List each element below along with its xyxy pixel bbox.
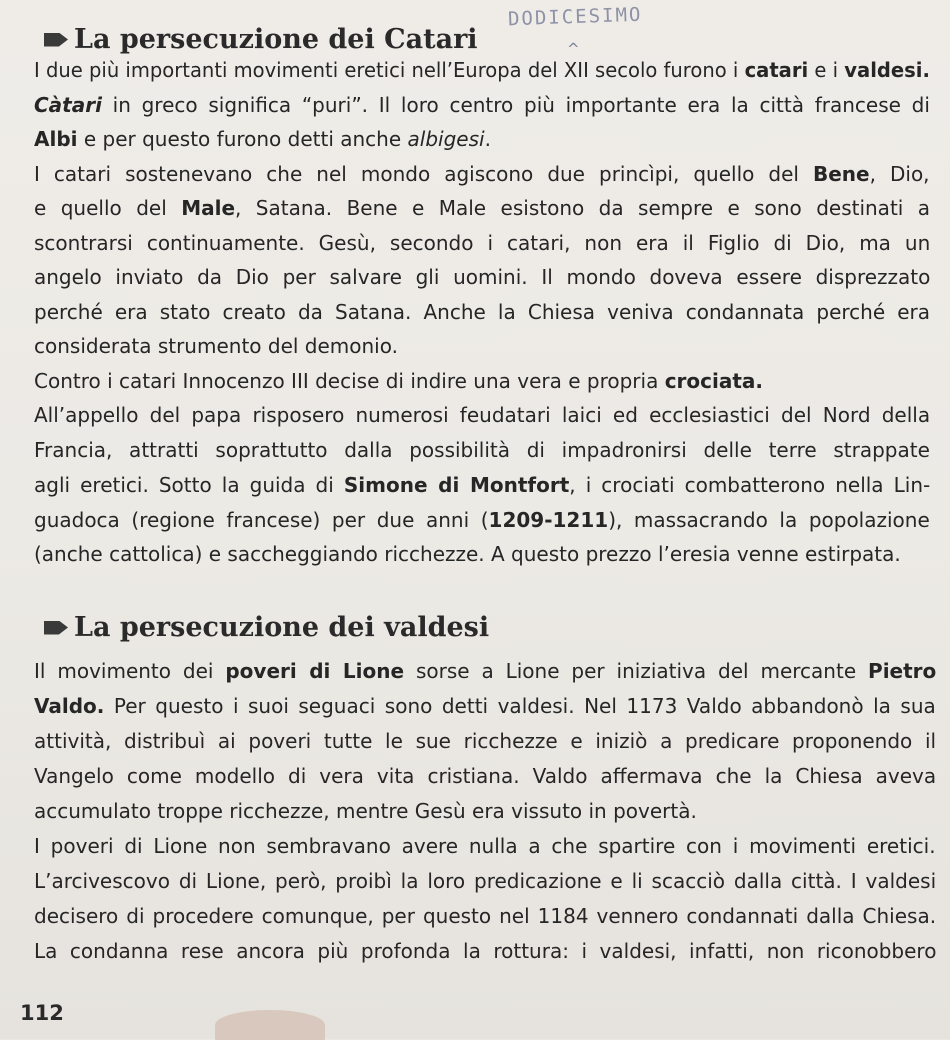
- text-run: , Satana. Bene e Male esistono da sempre e sono destinati a: [235, 196, 931, 220]
- text-line: [34, 440, 930, 460]
- text-line: [34, 941, 936, 961]
- text-run: angelo inviato da Dio per salvare gli uomini. Il mondo doveva essere disprezzato: [34, 265, 931, 289]
- text-line: [34, 267, 930, 287]
- text-run: Contro i catari Innocenzo III decise di indire una vera e propria: [34, 369, 665, 393]
- bold-term: 1209-1211: [488, 508, 609, 532]
- text-line: [34, 95, 930, 115]
- section-title: La persecuzione dei valdesi: [74, 612, 490, 643]
- text-line: [34, 129, 491, 149]
- text-line: [34, 164, 930, 184]
- text-line: [34, 871, 936, 891]
- bold-term: crociata.: [664, 369, 764, 393]
- text-line: [34, 801, 697, 821]
- text-run: Vangelo come modello di vera vita cristiana. Valdo affermava che la Chiesa aveva: [34, 764, 937, 788]
- text-line: [34, 661, 936, 681]
- text-line: [34, 510, 930, 530]
- text-run: I poveri di Lione non sembravano avere nulla a che spartire con i movimenti eretici.: [34, 834, 936, 858]
- text-line: [34, 336, 398, 356]
- text-run: I catari sostenevano che nel mondo agiscono due princìpi, quello del: [34, 162, 813, 186]
- text-run: (anche cattolica) e saccheggiando ricchezze. A questo prezzo l’eresia venne estirpata.: [34, 542, 901, 566]
- heading-bullet-icon: [44, 621, 68, 635]
- text-line: [34, 405, 930, 425]
- text-run: e per questo furono detti anche: [77, 127, 408, 151]
- text-line: [34, 60, 930, 80]
- text-run: agli eretici. Sotto la guida di: [34, 473, 344, 497]
- text-line: [34, 371, 763, 391]
- text-run: decisero di procedere comunque, per questo nel 1184 vennero condannati dalla Chiesa.: [34, 904, 937, 928]
- bold-term: valdesi.: [844, 58, 930, 82]
- thumb-shadow: [215, 1010, 325, 1040]
- bold-term: Bene: [812, 162, 870, 186]
- handwritten-note: DODICESIMO: [507, 3, 643, 31]
- text-run: considerata strumento del demonio.: [34, 334, 398, 358]
- handwritten-caret: ^: [567, 40, 580, 58]
- text-run: sorse a Lione per iniziativa del mercante: [404, 659, 869, 683]
- text-run: attività, distribuì ai poveri tutte le sue ricchezze e iniziò a predicare proponendo il: [34, 729, 937, 753]
- text-line: [34, 766, 936, 786]
- text-run: perché era stato creato da Satana. Anche la Chiesa veniva condannata perché era: [34, 300, 931, 324]
- text-run: albigesi: [407, 127, 485, 151]
- text-run: Per questo i suoi seguaci sono detti valdesi. Nel 1173 Valdo abbandonò la sua: [104, 694, 936, 718]
- section-title: La persecuzione dei Catari: [74, 24, 478, 55]
- bold-term: Male: [181, 196, 236, 220]
- text-line: [34, 906, 936, 926]
- text-run: I due più importanti movimenti eretici nell’Europa del XII secolo furono i: [34, 58, 745, 82]
- text-run: scontrarsi continuamente. Gesù, secondo i catari, non era il Figlio di Dio, ma un: [34, 231, 931, 255]
- text-run: Francia, attratti soprattutto dalla possibilità di impadronirsi delle terre strappate: [34, 438, 930, 462]
- bold-term: Càtari: [34, 93, 102, 117]
- text-run: L’arcivescovo di Lione, però, proibì la loro predicazione e li scacciò dalla città. I valdesi: [34, 869, 937, 893]
- bold-term: Valdo.: [34, 694, 105, 718]
- text-line: [34, 475, 930, 495]
- text-run: e i: [808, 58, 845, 82]
- text-run: , i crociati combatterono nella Lin-: [569, 473, 931, 497]
- bold-term: poveri di Lione: [225, 659, 405, 683]
- text-line: [34, 233, 930, 253]
- bold-term: Albi: [34, 127, 78, 151]
- heading-bullet-icon: [44, 33, 68, 47]
- text-line: [34, 544, 901, 564]
- page-number: 112: [20, 1001, 64, 1025]
- text-run: guadoca (regione francese) per due anni (: [34, 508, 489, 532]
- bold-term: Pietro: [868, 659, 937, 683]
- section-heading-valdesi: [44, 612, 489, 643]
- text-run: All’appello del papa risposero numerosi feudatari laici ed ecclesiastici del Nord della: [34, 403, 931, 427]
- text-run: accumulato troppe ricchezze, mentre Gesù era vissuto in povertà.: [34, 799, 697, 823]
- text-run: ), massacrando la popolazione: [608, 508, 930, 532]
- bold-term: catari: [744, 58, 809, 82]
- text-run: , Dio,: [869, 162, 930, 186]
- text-run: Il movimento dei: [34, 659, 226, 683]
- section-heading-catari: [44, 24, 478, 55]
- text-run: e quello del: [34, 196, 182, 220]
- text-line: [34, 302, 930, 322]
- text-line: [34, 198, 930, 218]
- text-line: [34, 836, 936, 856]
- text-run: .: [484, 127, 491, 151]
- bold-term: Simone di Montfort: [343, 473, 570, 497]
- text-run: La condanna rese ancora più profonda la rottura: i valdesi, infatti, non riconobbero: [34, 939, 937, 963]
- text-line: [34, 731, 936, 751]
- text-line: [34, 696, 936, 716]
- text-run: in greco significa “puri”. Il loro centro più importante era la città francese di: [101, 93, 930, 117]
